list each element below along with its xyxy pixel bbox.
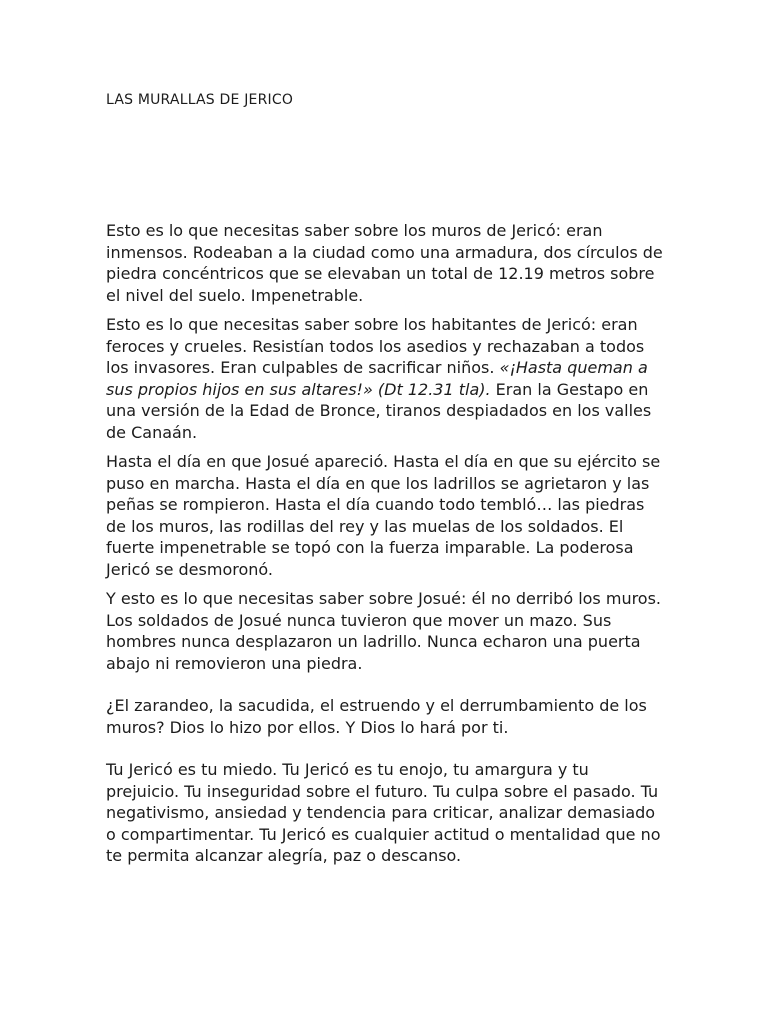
paragraph-joshua-appeared: Hasta el día en que Josué apareció. Hasta el día en que su ejército se puso en marcha. Hasta el día en que los ladrillos se agrietaron y las peñas se rompieron. Hasta el día cuando todo tembló… las piedras de los muros, las rodillas del rey y las muelas de los soldados. El fuerte impenetrable se topó con la fuerza imparable. La poderosa Jericó se desmoronó. (106, 452, 661, 579)
paragraph-your-jericho: Tu Jericó es tu miedo. Tu Jericó es tu enojo, tu amargura y tu prejuicio. Tu inseguridad sobre el futuro. Tu culpa sobre el pasado. Tu negativismo, ansiedad y tendencia para criticar, analizar demasiado o compartimentar. Tu Jericó es cualquier actitud o mentalidad que no te permita alcanzar alegría, paz o descanso. (106, 760, 661, 865)
paragraph-inhabitants (106, 314, 666, 443)
paragraph-joshua: Y esto es lo que necesitas saber sobre Josué: él no derribó los muros. Los soldados de Josué nunca tuvieron que mover un mazo. Sus hombres nunca desplazaron un ladrillo. Nunca echaron una puerta abajo ni removieron una piedra. (106, 589, 662, 673)
paragraph-walls: Esto es lo que necesitas saber sobre los muros de Jericó: eran inmensos. Rodeaban a la ciudad como una armadura, dos círculos de piedra concéntricos que se elevaban un total de 12.19 metros sobre el nivel del suelo. Impenetrable. (106, 221, 663, 305)
document-title: LAS MURALLAS DE JERICO (106, 92, 294, 108)
paragraph-inhabitants-text: Esto es lo que necesitas saber sobre los habitantes de Jericó: eran feroces y crueles. Resistían todos los asedios y rechazaban a todos los invasores. Eran culpables de sacrificar niños. (106, 315, 645, 377)
document-body (106, 220, 666, 875)
paragraph-god-did-it: ¿El zarandeo, la sacudida, el estruendo y el derrumbamiento de los muros? Dios lo hizo por ellos. Y Dios lo hará por ti. (106, 696, 647, 737)
scripture-quote: «¡Hasta queman a sus propios hijos en sus altares!» (Dt 12.31 tla). (106, 358, 648, 399)
paragraph-inhabitants-text-end: Eran la Gestapo en una versión de la Edad de Bronce, tiranos despiadados en los valles de Canaán. (106, 379, 652, 442)
